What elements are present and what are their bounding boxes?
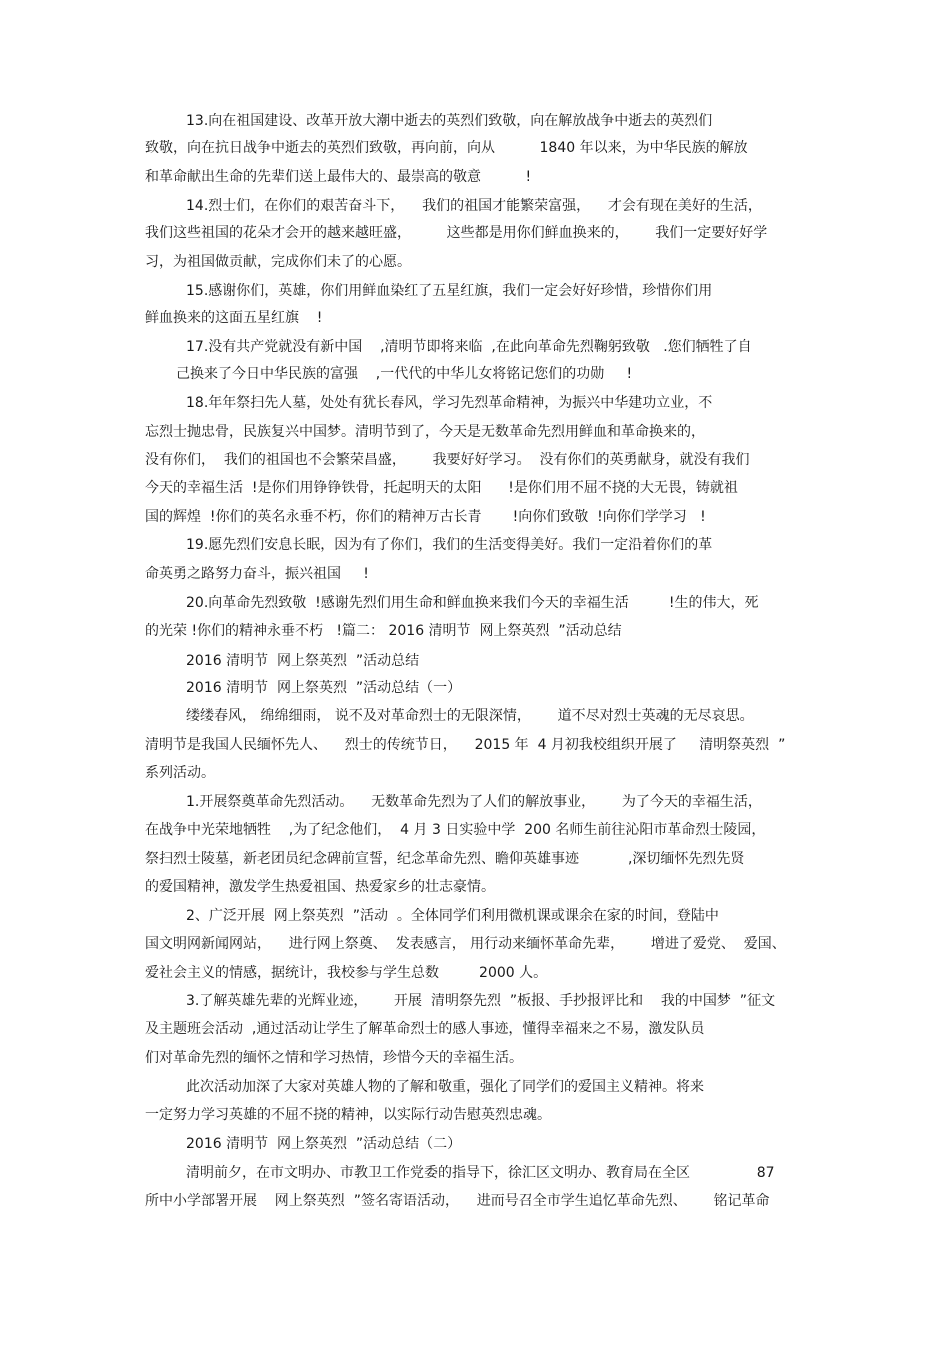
text-line: 2、广泛开展 网上祭英烈 ”活动 。全体同学们利用微机课或课余在家的时间，登陆中 bbox=[186, 908, 719, 924]
text-line: 的爱国精神，激发学生热爱祖国、热爱家乡的壮志豪情。 bbox=[145, 879, 495, 895]
text-line: 己换来了今日中华民族的富强 ,一代代的中华儿女将铭记您们的功勋 ! bbox=[176, 366, 633, 382]
text-line: 清明节是我国人民缅怀先人、 烈士的传统节日， 2015 年 4 月初我校组织开展了 清明祭英烈 ” bbox=[145, 737, 786, 753]
text-line: 和革命献出生命的先辈们送上最伟大的、最崇高的敬意 ! bbox=[145, 169, 532, 185]
text-line: 系列活动。 bbox=[145, 765, 215, 781]
text-line: 2016 清明节 网上祭英烈 ”活动总结 bbox=[186, 653, 420, 669]
text-line: 13.向在祖国建设、改革开放大潮中逝去的英烈们致敬，向在解放战争中逝去的英烈们 bbox=[186, 113, 713, 129]
text-line: 17.没有共产党就没有新中国 ,清明节即将来临 ,在此向革命先烈鞠躬致敬 .您们牺牲了自 bbox=[186, 339, 752, 355]
text-line: 2016 清明节 网上祭英烈 ”活动总结（一） bbox=[186, 680, 462, 696]
text-line: 祭扫烈士陵墓，新老团员纪念碑前宣誓，纪念革命先烈、瞻仰英雄事迹 ,深切缅怀先烈先贤 bbox=[145, 851, 745, 867]
text-line: 爱社会主义的情感，据统计，我校参与学生总数 2000 人。 bbox=[145, 965, 548, 981]
text-line: 忘烈士抛忠骨，民族复兴中国梦。清明节到了，今天是无数革命先烈用鲜血和革命换来的， bbox=[145, 424, 705, 440]
text-line: 所中小学部署开展 网上祭英烈 ”签名寄语活动， 进而号召全市学生追忆革命先烈、 铭记革命 bbox=[145, 1193, 770, 1209]
text-line: 我们这些祖国的花朵才会开的越来越旺盛， 这些都是用你们鲜血换来的， 我们一定要好好学 bbox=[145, 225, 768, 241]
text-line: 此次活动加深了大家对英雄人物的了解和敬重，强化了同学们的爱国主义精神。将来 bbox=[186, 1079, 704, 1095]
text-line: 2016 清明节 网上祭英烈 ”活动总结（二） bbox=[186, 1136, 462, 1152]
text-line: 习，为祖国做贡献，完成你们未了的心愿。 bbox=[145, 254, 411, 270]
text-line: 清明前夕，在市文明办、市教卫工作党委的指导下，徐汇区文明办、教育局在全区 87 bbox=[186, 1165, 775, 1181]
text-line: 20.向革命先烈致敬 !感谢先烈们用生命和鲜血换来我们今天的幸福生活 !生的伟大，死 bbox=[186, 595, 759, 611]
text-line: 18.年年祭扫先人墓，处处有犹长春风，学习先烈革命精神，为振兴中华建功立业，不 bbox=[186, 395, 713, 411]
text-line: 命英勇之路努力奋斗，振兴祖国 ! bbox=[145, 566, 369, 582]
text-line: 3.了解英雄先辈的光辉业迹， 开展 清明祭先烈 ”板报、手抄报评比和 我的中国梦 ”征文 bbox=[186, 993, 776, 1009]
text-line: 的光荣 !你们的精神永垂不朽 !篇二： 2016 清明节 网上祭英烈 ”活动总结 bbox=[145, 623, 622, 639]
text-line: 15.感谢你们，英雄，你们用鲜血染红了五星红旗，我们一定会好好珍惜，珍惜你们用 bbox=[186, 283, 713, 299]
text-line: 14.烈士们，在你们的艰苦奋斗下， 我们的祖国才能繁荣富强， 才会有现在美好的生活， bbox=[186, 198, 762, 214]
text-line: 国文明网新闻网站， 进行网上祭奠、 发表感言， 用行动来缅怀革命先辈， 增进了爱党、 爱国、 bbox=[145, 936, 786, 952]
text-line: 们对革命先烈的缅怀之情和学习热情，珍惜今天的幸福生活。 bbox=[145, 1050, 523, 1066]
text-line: 致敬，向在抗日战争中逝去的英烈们致敬，再向前，向从 1840 年以来，为中华民族的解放 bbox=[145, 140, 748, 156]
text-line: 在战争中光荣地牺牲 ,为了纪念他们， 4 月 3 日实验中学 200 名师生前往沁阳市革命烈士陵园， bbox=[145, 822, 766, 838]
text-line: 19.愿先烈们安息长眠，因为有了你们，我们的生活变得美好。我们一定沿着你们的革 bbox=[186, 537, 713, 553]
text-line: 1.开展祭奠革命先烈活动。 无数革命先烈为了人们的解放事业， 为了今天的幸福生活， bbox=[186, 794, 762, 810]
text-line: 今天的幸福生活 !是你们用铮铮铁骨，托起明天的太阳 !是你们用不屈不挠的大无畏，铸就祖 bbox=[145, 480, 738, 496]
text-line: 鲜血换来的这面五星红旗 ! bbox=[145, 310, 323, 326]
text-line: 国的辉煌 !你们的英名永垂不朽，你们的精神万古长青 !向你们致敬 !向你们学学习 ! bbox=[145, 509, 706, 525]
text-line: 一定努力学习英雄的不屈不挠的精神，以实际行动告慰英烈忠魂。 bbox=[145, 1107, 551, 1123]
text-line: 及主题班会活动 ,通过活动让学生了解革命烈士的感人事迹，懂得幸福来之不易，激发队员 bbox=[145, 1021, 705, 1037]
text-line: 缕缕春风， 绵绵细雨， 说不及对革命烈士的无限深情， 道不尽对烈士英魂的无尽哀思。 bbox=[186, 708, 754, 724]
text-line: 没有你们， 我们的祖国也不会繁荣昌盛， 我要好好学习。 没有你们的英勇献身，就没有我们 bbox=[145, 452, 750, 468]
